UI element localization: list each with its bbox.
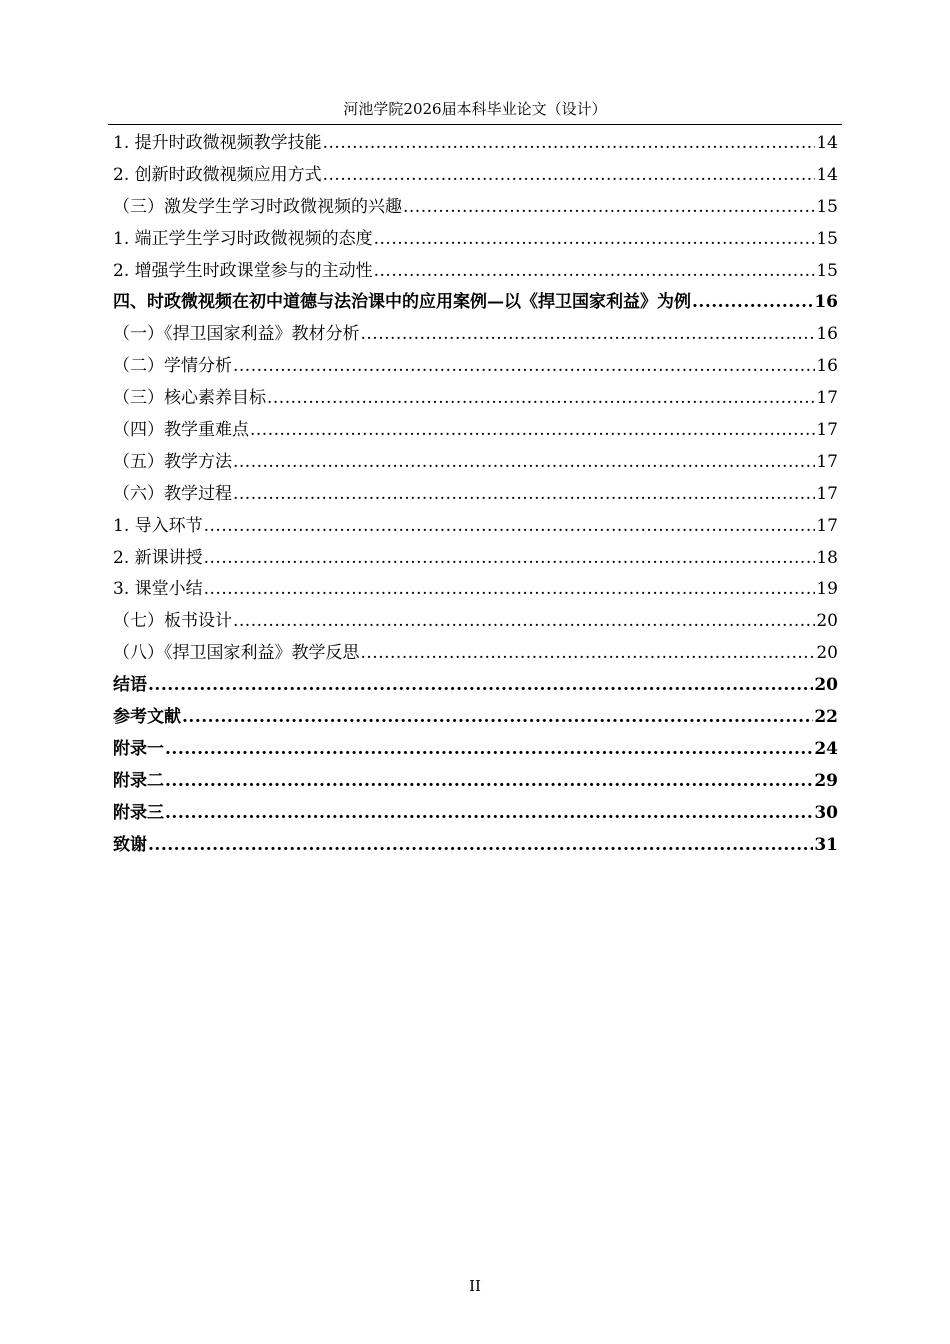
toc-dot-leader	[267, 383, 815, 415]
toc-entry[interactable]	[113, 256, 838, 288]
page-number: II	[469, 1277, 481, 1295]
toc-entry[interactable]	[113, 543, 838, 575]
toc-entry-page: 17	[816, 451, 838, 472]
toc-entry-page: 20	[816, 611, 838, 632]
toc-entry-title: 2. 新课讲授	[113, 547, 203, 568]
toc-entry-page: 30	[814, 802, 838, 823]
header-title: 河池学院2026届本科毕业论文（设计）	[343, 100, 607, 118]
toc-entry-title: （七）板书设计	[113, 611, 232, 632]
page-header	[108, 98, 842, 125]
toc-dot-leader	[204, 511, 816, 543]
toc-entry-page: 20	[816, 643, 838, 664]
toc-entry-title: 附录二	[113, 770, 164, 791]
toc-dot-leader	[233, 351, 815, 383]
toc-entry-page: 29	[814, 770, 838, 791]
toc-dot-leader	[233, 479, 815, 511]
toc-dot-leader	[233, 606, 815, 638]
toc-entry-page: 17	[816, 483, 838, 504]
toc-entry[interactable]	[113, 192, 838, 224]
toc-entry-page: 14	[816, 133, 838, 153]
toc-entry-title: （五）教学方法	[113, 451, 232, 472]
toc-entry-title: 1. 导入环节	[113, 515, 203, 536]
toc-entry-page: 22	[814, 707, 838, 728]
toc-dot-leader	[361, 319, 816, 351]
toc-entry[interactable]	[113, 606, 838, 638]
page-footer	[0, 1277, 950, 1295]
toc-entry-title: （三）核心素养目标	[113, 388, 266, 409]
toc-dot-leader	[361, 638, 816, 670]
toc-entry-page: 16	[816, 356, 838, 377]
toc-entry[interactable]	[113, 224, 838, 256]
toc-entry-title: 1. 提升时政微视频教学技能	[113, 133, 322, 153]
toc-dot-leader	[165, 766, 813, 798]
toc-entry-title: 附录一	[113, 738, 164, 759]
toc-dot-leader	[204, 574, 816, 606]
toc-entry-title: （四）教学重难点	[113, 420, 249, 441]
toc-entry-page: 17	[816, 388, 838, 409]
toc-entry-page: 19	[816, 579, 838, 600]
toc-entry-page: 15	[816, 228, 838, 249]
toc-entry-title: （三）激发学生学习时政微视频的兴趣	[113, 196, 402, 217]
toc-entry[interactable]	[113, 511, 838, 543]
toc-entry[interactable]	[113, 830, 838, 862]
toc-entry[interactable]	[113, 734, 838, 766]
toc-entry-title: 1. 端正学生学习时政微视频的态度	[113, 228, 373, 249]
toc-entry-page: 31	[814, 834, 838, 855]
toc-entry[interactable]	[113, 766, 838, 798]
toc-entry[interactable]	[113, 702, 838, 734]
toc-entry-title: （六）教学过程	[113, 483, 232, 504]
toc-entry[interactable]	[113, 287, 838, 319]
toc-entry-title: 四、时政微视频在初中道德与法治课中的应用案例—以《捍卫国家利益》为例	[113, 292, 691, 313]
toc-entry-title: 致谢	[113, 834, 147, 855]
toc-dot-leader	[692, 287, 813, 319]
toc-entry-page: 24	[814, 738, 838, 759]
toc-entry-title: 结语	[113, 675, 147, 696]
toc-dot-leader	[403, 192, 815, 224]
toc-dot-leader	[323, 160, 816, 192]
toc-entry[interactable]	[113, 415, 838, 447]
toc-entry[interactable]	[113, 638, 838, 670]
toc-dot-leader	[250, 415, 815, 447]
toc-dot-leader	[148, 670, 813, 702]
toc-entry-title: 2. 增强学生时政课堂参与的主动性	[113, 260, 373, 281]
toc-dot-leader	[233, 447, 815, 479]
toc-entry[interactable]	[113, 160, 838, 192]
table-of-contents	[113, 128, 838, 861]
toc-dot-leader	[323, 128, 816, 160]
toc-entry-page: 15	[816, 196, 838, 217]
toc-dot-leader	[182, 702, 813, 734]
toc-dot-leader	[374, 256, 816, 288]
toc-dot-leader	[204, 543, 816, 575]
toc-entry-title: 参考文献	[113, 707, 181, 728]
toc-entry-page: 16	[816, 324, 838, 345]
toc-entry[interactable]	[113, 128, 838, 160]
toc-entry[interactable]	[113, 383, 838, 415]
toc-dot-leader	[374, 224, 816, 256]
toc-entry-page: 20	[814, 675, 838, 696]
toc-entry[interactable]	[113, 670, 838, 702]
toc-entry-title: （二）学情分析	[113, 356, 232, 377]
toc-entry-page: 15	[816, 260, 838, 281]
toc-entry-title: 2. 创新时政微视频应用方式	[113, 164, 322, 185]
toc-entry-page: 17	[816, 515, 838, 536]
toc-entry-page: 18	[816, 547, 838, 568]
toc-entry[interactable]	[113, 351, 838, 383]
toc-entry-page: 16	[814, 292, 838, 313]
toc-dot-leader	[165, 798, 813, 830]
toc-entry-title: （八）《捍卫国家利益》教学反思	[113, 643, 360, 664]
toc-entry[interactable]	[113, 574, 838, 606]
toc-entry-title: （一）《捍卫国家利益》教材分析	[113, 324, 360, 345]
toc-entry-title: 3. 课堂小结	[113, 579, 203, 600]
toc-entry-page: 17	[816, 420, 838, 441]
toc-dot-leader	[165, 734, 813, 766]
toc-entry[interactable]	[113, 319, 838, 351]
toc-entry[interactable]	[113, 479, 838, 511]
toc-entry[interactable]	[113, 447, 838, 479]
toc-entry-page: 14	[816, 164, 838, 185]
toc-entry-title: 附录三	[113, 802, 164, 823]
toc-dot-leader	[148, 830, 813, 862]
toc-entry[interactable]	[113, 798, 838, 830]
